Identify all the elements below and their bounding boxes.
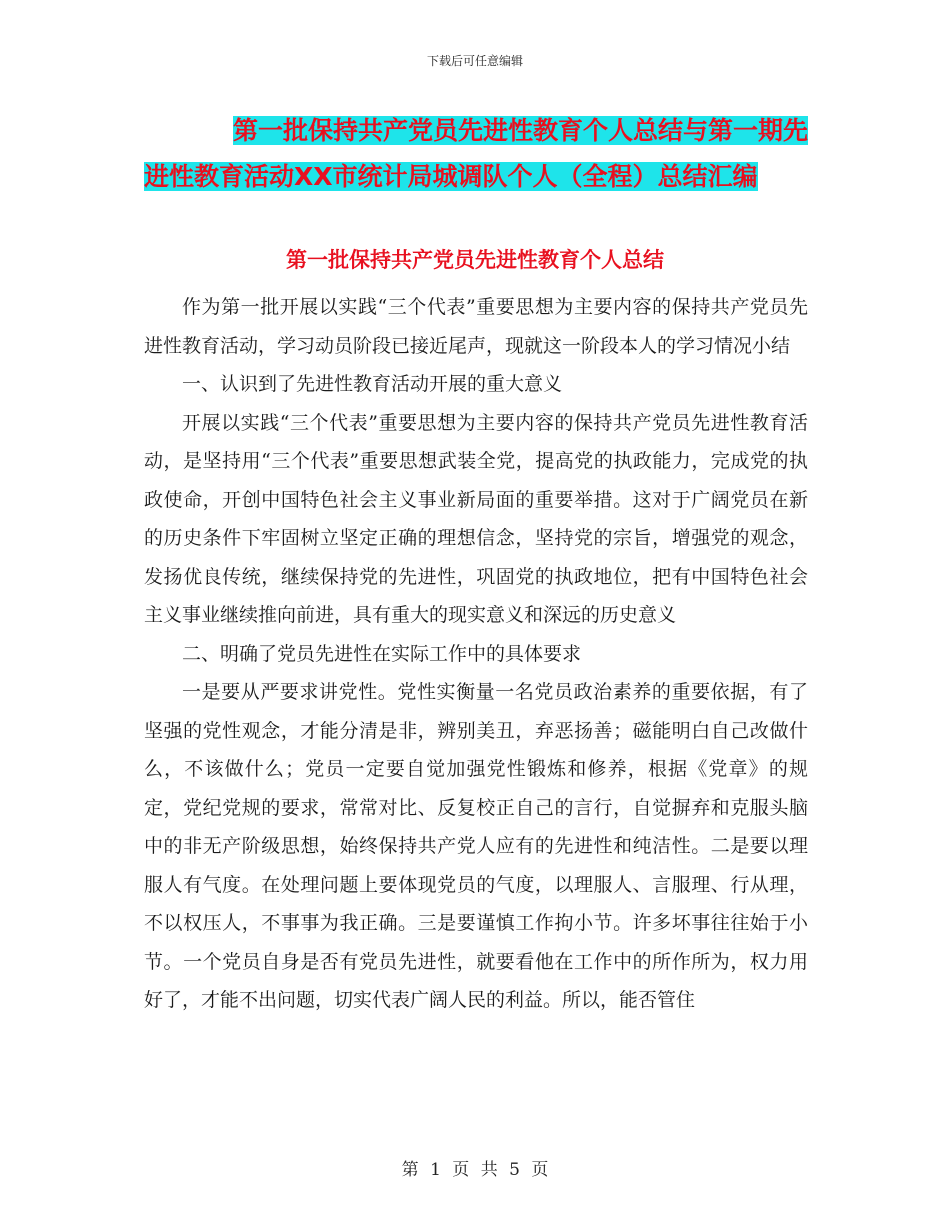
paragraph: 作为第一批开展以实践“三个代表”重要思想为主要内容的保持共产党员先进性教育活动，学习动员阶段已接近尾声，现就这一阶段本人的学习情况小结 <box>144 296 808 357</box>
body-text <box>144 288 808 1020</box>
title-line-1 <box>144 108 808 154</box>
paragraph: 开展以实践“三个代表”重要思想为主要内容的保持共产党员先进性教育活动，是坚持用“三个代表”重要思想武装全党，提高党的执政能力，完成党的执政使命，开创中国特色社会主义事业新局面的重要举措。这对于广阔党员在新的历史条件下牢固树立坚定正确的理想信念，坚持党的宗旨，增强党的观念，发扬优良传统，继续保持党的先进性，巩固党的执政地位，把有中国特色社会主义事业继续推向前进，具有重大的现实意义和深远的历史意义 <box>144 411 808 626</box>
document-title <box>144 108 808 200</box>
title-line-2-text: 进性教育活动XX市统计局城调队个人（全程）总结汇编 <box>144 162 758 191</box>
section-title: 第一批保持共产党员先进性教育个人总结 <box>286 248 664 272</box>
heading-paragraph: 二、明确了党员先进性在实际工作中的具体要求 <box>182 642 582 665</box>
title-line-1-text: 第一批保持共产党员先进性教育个人总结与第一期先 <box>232 116 808 145</box>
header-note: 下载后可任意编辑 <box>426 54 523 68</box>
page-footer: 第 1 页 共 5 页 <box>401 1160 549 1180</box>
title-line-2 <box>144 154 808 200</box>
heading-paragraph: 一、认识到了先进性教育活动开展的重大意义 <box>182 373 563 395</box>
paragraph: 一是要从严要求讲党性。党性实衡量一名党员政治素养的重要依据，有了坚强的党性观念，才能分清是非，辨别美丑，弃恶扬善；磁能明白自己改做什么，不该做什么；党员一定要自觉加强党性锻炼和修养，根据《党章》的规定，党纪党规的要求，常常对比、反复校正自己的言行，自觉摒弃和克服头脑中的非无产阶级思想，始终保持共产党人应有的先进性和纯洁性。二是要以理服人有气度。在处理问题上要体现党员的气度，以理服人、言服理、行从理，不以权压人，不事事为我正确。三是要谨慎工作拘小节。许多坏事往往始于小节。一个党员自身是否有党员先进性，就要看他在工作中的所作所为，权力用好了，才能不出问题，切实代表广阔人民的利益。所以，能否管住 <box>144 681 808 1011</box>
